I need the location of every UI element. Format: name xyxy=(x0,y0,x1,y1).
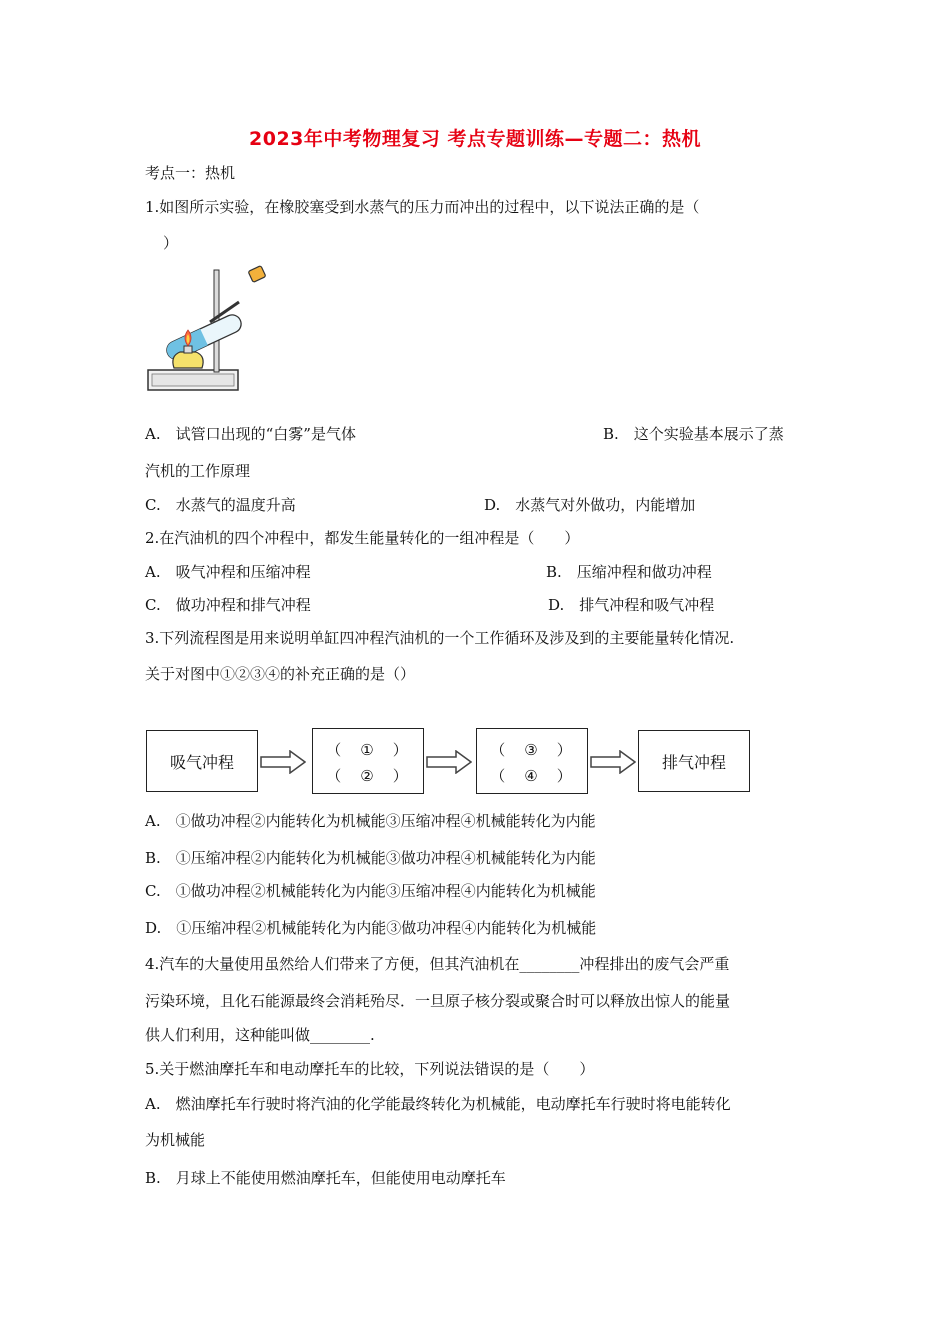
flow-box-2-top: （ ① ） xyxy=(326,741,410,759)
q1-option-c: C. 水蒸气的温度升高 xyxy=(145,496,296,514)
stand-base-inner xyxy=(152,374,234,386)
q2-option-a: A. 吸气冲程和压缩冲程 xyxy=(145,563,311,581)
q2-stem: 2.在汽油机的四个冲程中，都发生能量转化的一组冲程是（ ） xyxy=(145,529,580,547)
q2-option-d: D. 排气冲程和吸气冲程 xyxy=(548,596,715,614)
q3-stem-line1: 3.下列流程图是用来说明单缸四冲程汽油机的一个工作循环及涉及到的主要能量转化情况. xyxy=(145,629,735,647)
q5-option-a: A. 燃油摩托车行驶时将汽油的化学能最终转化为机械能，电动摩托车行驶时将电能转化 xyxy=(145,1095,731,1113)
rubber-stopper xyxy=(248,266,266,283)
flow-box-intake-label: 吸气冲程 xyxy=(169,752,234,772)
flow-box-intake xyxy=(146,730,258,792)
page-title: 2023年中考物理复习 考点专题训练—专题二：热机 xyxy=(249,128,701,150)
flow-arrow-1 xyxy=(260,750,306,774)
q4-line2: 污染环境，且化石能源最终会消耗殆尽．一旦原子核分裂或聚合时可以释放出惊人的能量 xyxy=(145,992,731,1010)
q3-option-b: B. ①压缩冲程②内能转化为机械能③做功冲程④机械能转化为内能 xyxy=(145,849,596,867)
flow-box-exhaust xyxy=(638,730,750,792)
test-tube-apparatus-illustration xyxy=(144,262,274,397)
q2-option-c: C. 做功冲程和排气冲程 xyxy=(145,596,311,614)
q1-stem-line2: ） xyxy=(163,234,179,252)
q5-stem: 5.关于燃油摩托车和电动摩托车的比较，下列说法错误的是（ ） xyxy=(145,1060,595,1078)
section-heading: 考点一：热机 xyxy=(145,164,236,182)
flow-box-3 xyxy=(476,728,588,794)
lamp-neck xyxy=(184,346,192,353)
q3-stem-line2: 关于对图中①②③④的补充正确的是（） xyxy=(145,665,416,683)
flow-box-2-bottom: （ ② ） xyxy=(326,767,410,785)
flow-box-exhaust-label: 排气冲程 xyxy=(661,752,726,772)
q5-option-a-continued: 为机械能 xyxy=(145,1131,206,1149)
q3-option-a: A. ①做功冲程②内能转化为机械能③压缩冲程④机械能转化为内能 xyxy=(145,812,596,830)
q1-option-a: A. 试管口出现的“白雾”是气体 xyxy=(145,425,356,443)
q1-option-b-continued: 汽机的工作原理 xyxy=(145,462,251,480)
flow-arrow-3 xyxy=(590,750,636,774)
q1-option-d: D. 水蒸气对外做功，内能增加 xyxy=(484,496,696,514)
alcohol-lamp xyxy=(173,352,203,368)
q4-line1: 4.汽车的大量使用虽然给人们带来了方便，但其汽油机在________冲程排出的废气会严重 xyxy=(145,955,730,973)
q2-option-b: B. 压缩冲程和做功冲程 xyxy=(546,563,712,581)
experiment-figure xyxy=(144,262,274,397)
q4-line3: 供人们利用，这种能叫做________. xyxy=(145,1026,375,1044)
flow-box-3-bottom: （ ④ ） xyxy=(490,767,574,785)
stroke-flowchart xyxy=(146,726,752,796)
flow-box-2 xyxy=(312,728,424,794)
q3-option-d: D. ①压缩冲程②机械能转化为内能③做功冲程④内能转化为机械能 xyxy=(145,919,597,937)
q1-option-b: B. 这个实验基本展示了蒸 xyxy=(603,425,784,443)
q5-option-b: B. 月球上不能使用燃油摩托车，但能使用电动摩托车 xyxy=(145,1169,506,1187)
flow-box-3-top: （ ③ ） xyxy=(490,741,574,759)
q3-option-c: C. ①做功冲程②机械能转化为内能③压缩冲程④内能转化为机械能 xyxy=(145,882,596,900)
q1-stem-line1: 1.如图所示实验，在橡胶塞受到水蒸气的压力而冲出的过程中，以下说法正确的是（ xyxy=(145,198,700,216)
flow-arrow-2 xyxy=(426,750,472,774)
